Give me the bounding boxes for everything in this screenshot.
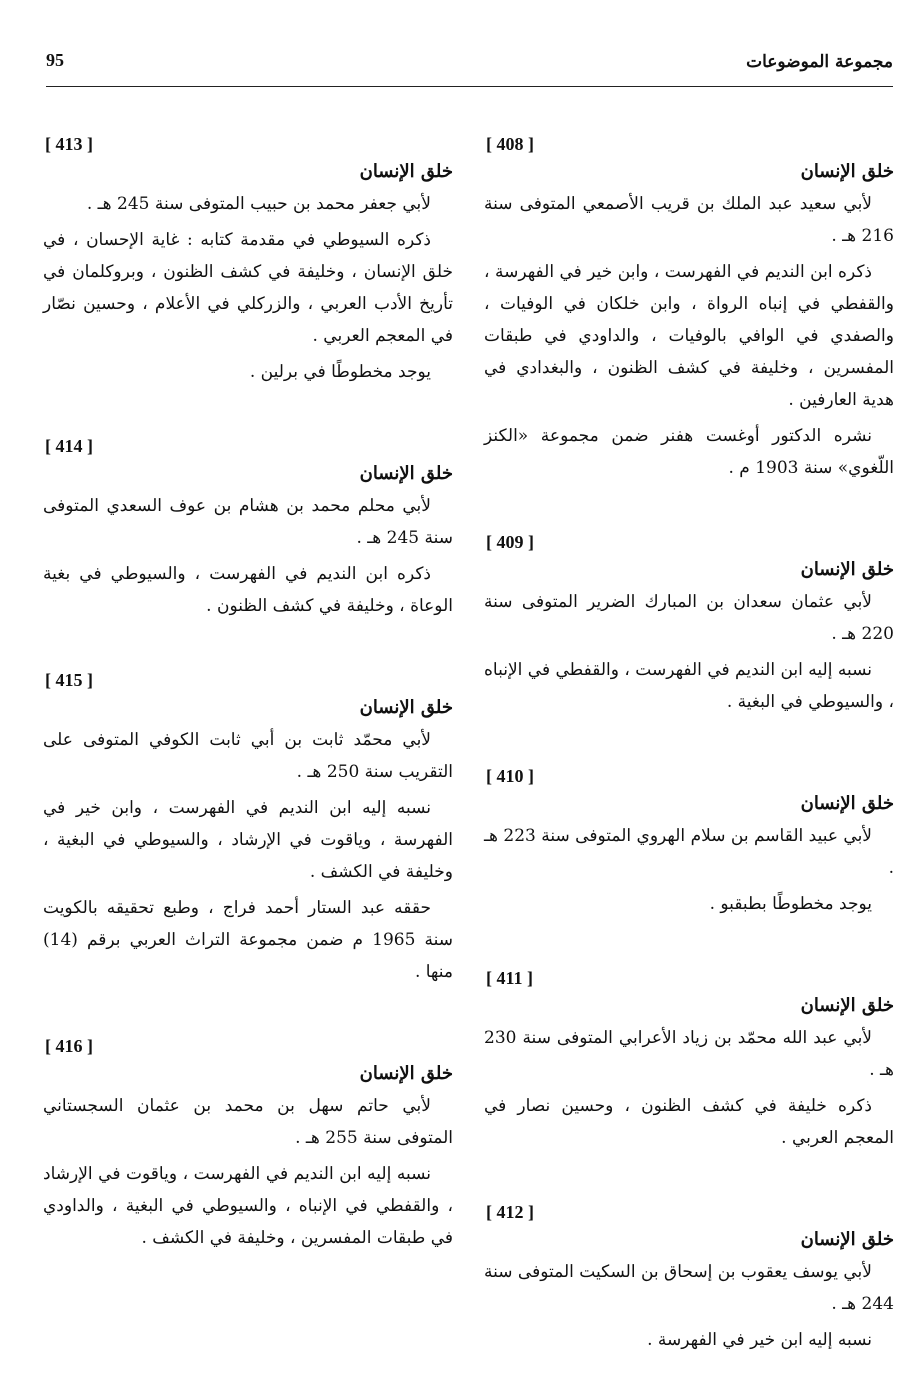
entry-412 [484, 1198, 894, 1356]
entry-number: [ 413 ] [45, 134, 93, 154]
entry-title: خلق الإنسان [359, 697, 453, 718]
entry-title: خلق الإنسان [800, 559, 894, 580]
right-column [484, 130, 894, 1400]
entry-paragraph: لأبي عبد الله محمّد بن زياد الأعرابي المتوفى سنة 230 هـ . [484, 1028, 894, 1080]
running-title: مجموعة الموضوعات [746, 52, 893, 72]
entry-title: خلق الإنسان [800, 161, 894, 182]
entry-number: [ 409 ] [486, 532, 534, 552]
entry-paragraph: حققه عبد الستار أحمد فراج ، وطبع تحقيقه بالكويت سنة 1965 م ضمن مجموعة التراث العربي برقم (14) منها . [43, 898, 453, 982]
entry-414 [43, 432, 453, 622]
entry-paragraph: لأبي عثمان سعدان بن المبارك الضرير المتوفى سنة 220 هـ . [484, 592, 894, 644]
entry-415 [43, 666, 453, 988]
entry-paragraph: لأبي يوسف يعقوب بن إسحاق بن السكيت المتوفى سنة 244 هـ . [484, 1262, 894, 1314]
entry-paragraph: لأبي محمّد ثابت بن أبي ثابت الكوفي المتوفى على التقريب سنة 250 هـ . [43, 730, 453, 782]
entry-paragraph: ذكره ابن النديم في الفهرست ، والسيوطي في بغية الوعاة ، وخليفة في كشف الظنون . [43, 564, 453, 616]
entry-title: خلق الإنسان [800, 1229, 894, 1250]
entry-paragraph: ذكره ابن النديم في الفهرست ، وابن خير في الفهرسة ، والقفطي في إنباه الرواة ، وابن خلكان في الوفيات ، والصفدي في الوافي بالوفيات ، والداودي في طبقات المفسرين ، وخليفة في كشف الظنون ، والبغدادي في هدية العارفين . [484, 262, 894, 410]
entry-number: [ 411 ] [486, 968, 533, 988]
entry-paragraph: يوجد مخطوطًا بطبقبو . [709, 894, 872, 914]
entry-paragraph: ذكره خليفة في كشف الظنون ، وحسين نصار في المعجم العربي . [484, 1096, 894, 1148]
entry-number: [ 408 ] [486, 134, 534, 154]
entry-paragraph: لأبي حاتم سهل بن محمد بن عثمان السجستاني المتوفى سنة 255 هـ . [43, 1096, 453, 1148]
entry-paragraph: لأبي محلم محمد بن هشام بن عوف السعدي المتوفى سنة 245 هـ . [43, 496, 453, 548]
entry-410 [484, 762, 894, 920]
entry-title: خلق الإنسان [800, 995, 894, 1016]
entry-number: [ 410 ] [486, 766, 534, 786]
entry-paragraph: نشره الدكتور أوغست هفنر ضمن مجموعة «الكنز اللّغوي» سنة 1903 م . [484, 426, 894, 478]
left-column [43, 130, 453, 1298]
entry-paragraph: نسبه إليه ابن خير في الفهرسة . [647, 1330, 872, 1350]
entry-paragraph: لأبي جعفر محمد بن حبيب المتوفى سنة 245 هـ . [86, 194, 431, 214]
entry-number: [ 416 ] [45, 1036, 93, 1056]
entry-paragraph: نسبه إليه ابن النديم في الفهرست ، والقفطي في الإنباه ، والسيوطي في البغية . [484, 660, 894, 712]
entry-409 [484, 528, 894, 718]
entry-title: خلق الإنسان [800, 793, 894, 814]
entry-title: خلق الإنسان [359, 161, 453, 182]
entry-paragraph: ذكره السيوطي في مقدمة كتابه : غاية الإحسان ، في خلق الإنسان ، وخليفة في كشف الظنون ، وبروكلمان في تأريخ الأدب العربي ، والزركلي في الأعلام ، وحسين نصّار في المعجم العربي . [43, 230, 453, 346]
entry-title: خلق الإنسان [359, 463, 453, 484]
entry-416 [43, 1032, 453, 1254]
entry-413 [43, 130, 453, 388]
entry-408 [484, 130, 894, 484]
entry-paragraph: نسبه إليه ابن النديم في الفهرست ، وابن خير في الفهرسة ، وياقوت في الإرشاد ، والسيوطي في البغية ، وخليفة في الكشف . [43, 798, 453, 882]
entry-paragraph: يوجد مخطوطًا في برلين . [249, 362, 431, 382]
entry-title: خلق الإنسان [359, 1063, 453, 1084]
entry-411 [484, 964, 894, 1154]
page-header [46, 44, 893, 87]
page-number: 95 [46, 50, 64, 70]
entry-paragraph: لأبي عبيد القاسم بن سلام الهروي المتوفى سنة 223 هـ . [484, 826, 894, 878]
entry-number: [ 414 ] [45, 436, 93, 456]
entry-number: [ 412 ] [486, 1202, 534, 1222]
entry-number: [ 415 ] [45, 670, 93, 690]
entry-paragraph: لأبي سعيد عبد الملك بن قريب الأصمعي المتوفى سنة 216 هـ . [484, 194, 894, 246]
entry-paragraph: نسبه إليه ابن النديم في الفهرست ، وياقوت في الإرشاد ، والقفطي في الإنباه ، والسيوطي في البغية ، والداودي في طبقات المفسرين ، وخليفة في الكشف . [43, 1164, 453, 1248]
